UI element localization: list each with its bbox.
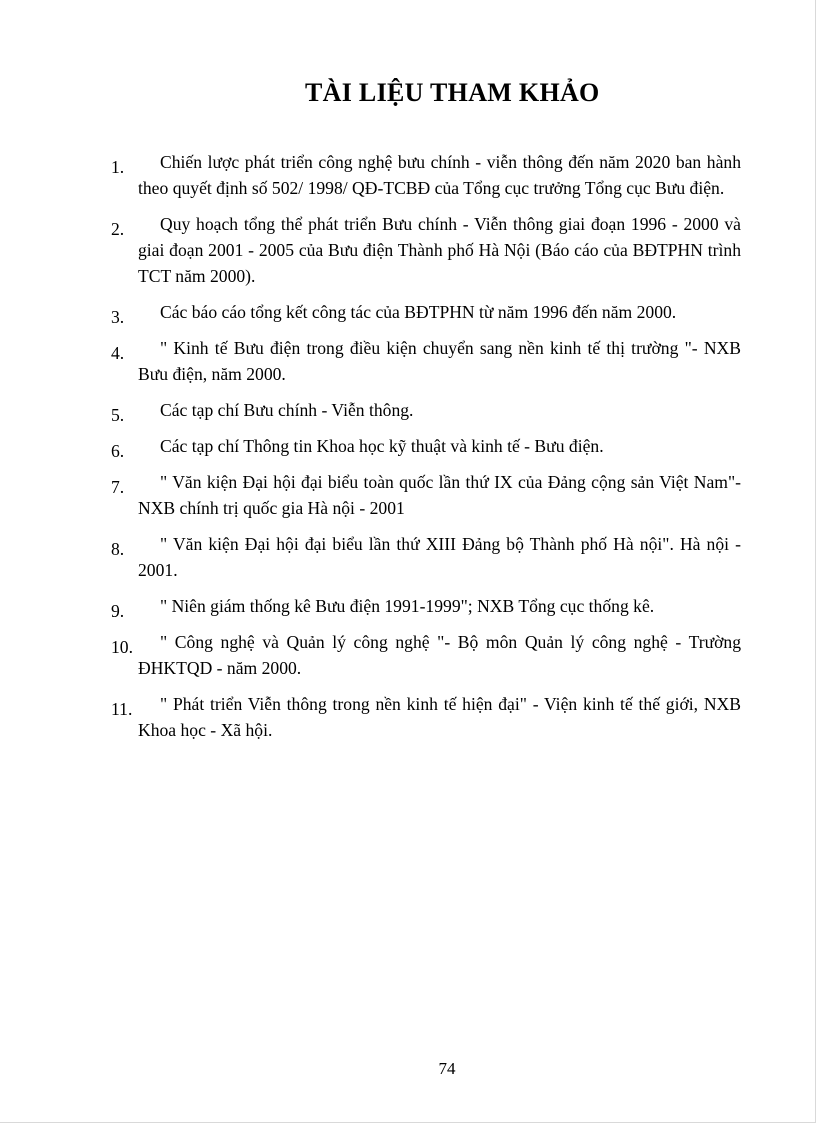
page-title: TÀI LIỆU THAM KHẢO [305,78,600,107]
page-number: 74 [438,1059,456,1078]
reference-item [111,299,741,325]
reference-text: " Kinh tế Bưu điện trong điều kiện chuyển sang nền kinh tế thị trường "- NXB Bưu điện, năm 2000. [138,338,741,384]
reference-text: " Văn kiện Đại hội đại biểu lần thứ XIII Đảng bộ Thành phố Hà nội". Hà nội - 2001. [138,534,741,580]
reference-number: 4. [111,343,125,363]
reference-item [111,629,741,681]
reference-text: Các tạp chí Thông tin Khoa học kỹ thuật và kinh tế - Bưu điện. [160,436,604,456]
reference-item [111,469,741,521]
reference-text: Chiến lược phát triển công nghệ bưu chính - viễn thông đến năm 2020 ban hành theo quyết định số 502/ 1998/ QĐ-TCBĐ của Tổng cục trưởng Tổng cục Bưu điện. [138,152,741,198]
reference-number: 9. [111,601,125,621]
reference-text: Các báo cáo tổng kết công tác của BĐTPHN từ năm 1996 đến năm 2000. [160,302,677,322]
reference-text: " Phát triển Viễn thông trong nền kinh tế hiện đại" - Viện kinh tế thế giới, NXB Khoa học - Xã hội. [138,694,741,740]
reference-text: Quy hoạch tổng thể phát triển Bưu chính - Viễn thông giai đoạn 1996 - 2000 và giai đoạn 2001 - 2005 của Bưu điện Thành phố Hà Nội (Báo cáo của BĐTPHN trình TCT năm 2000). [138,214,741,286]
reference-text: " Công nghệ và Quản lý công nghệ "- Bộ môn Quản lý công nghệ - Trường ĐHKTQD - năm 2000. [138,632,741,678]
reference-number: 1. [111,157,125,177]
reference-list [111,149,741,753]
reference-text: " Văn kiện Đại hội đại biểu toàn quốc lần thứ IX của Đảng cộng sản Việt Nam"- NXB chính trị quốc gia Hà nội - 2001 [138,472,741,518]
reference-number: 2. [111,219,125,239]
reference-number: 8. [111,539,125,559]
reference-number: 11. [111,699,133,719]
reference-text: " Niên giám thống kê Bưu điện 1991-1999"; NXB Tổng cục thống kê. [160,596,655,616]
reference-item [111,433,741,459]
reference-number: 7. [111,477,125,497]
reference-item [111,531,741,583]
reference-item [111,335,741,387]
reference-item [111,691,741,743]
reference-item [111,593,741,619]
reference-number: 5. [111,405,125,425]
reference-item [111,211,741,289]
reference-number: 6. [111,441,125,461]
reference-item [111,397,741,423]
reference-item [111,149,741,201]
reference-number: 10. [111,637,133,657]
reference-number: 3. [111,307,125,327]
reference-text: Các tạp chí Bưu chính - Viễn thông. [160,400,414,420]
